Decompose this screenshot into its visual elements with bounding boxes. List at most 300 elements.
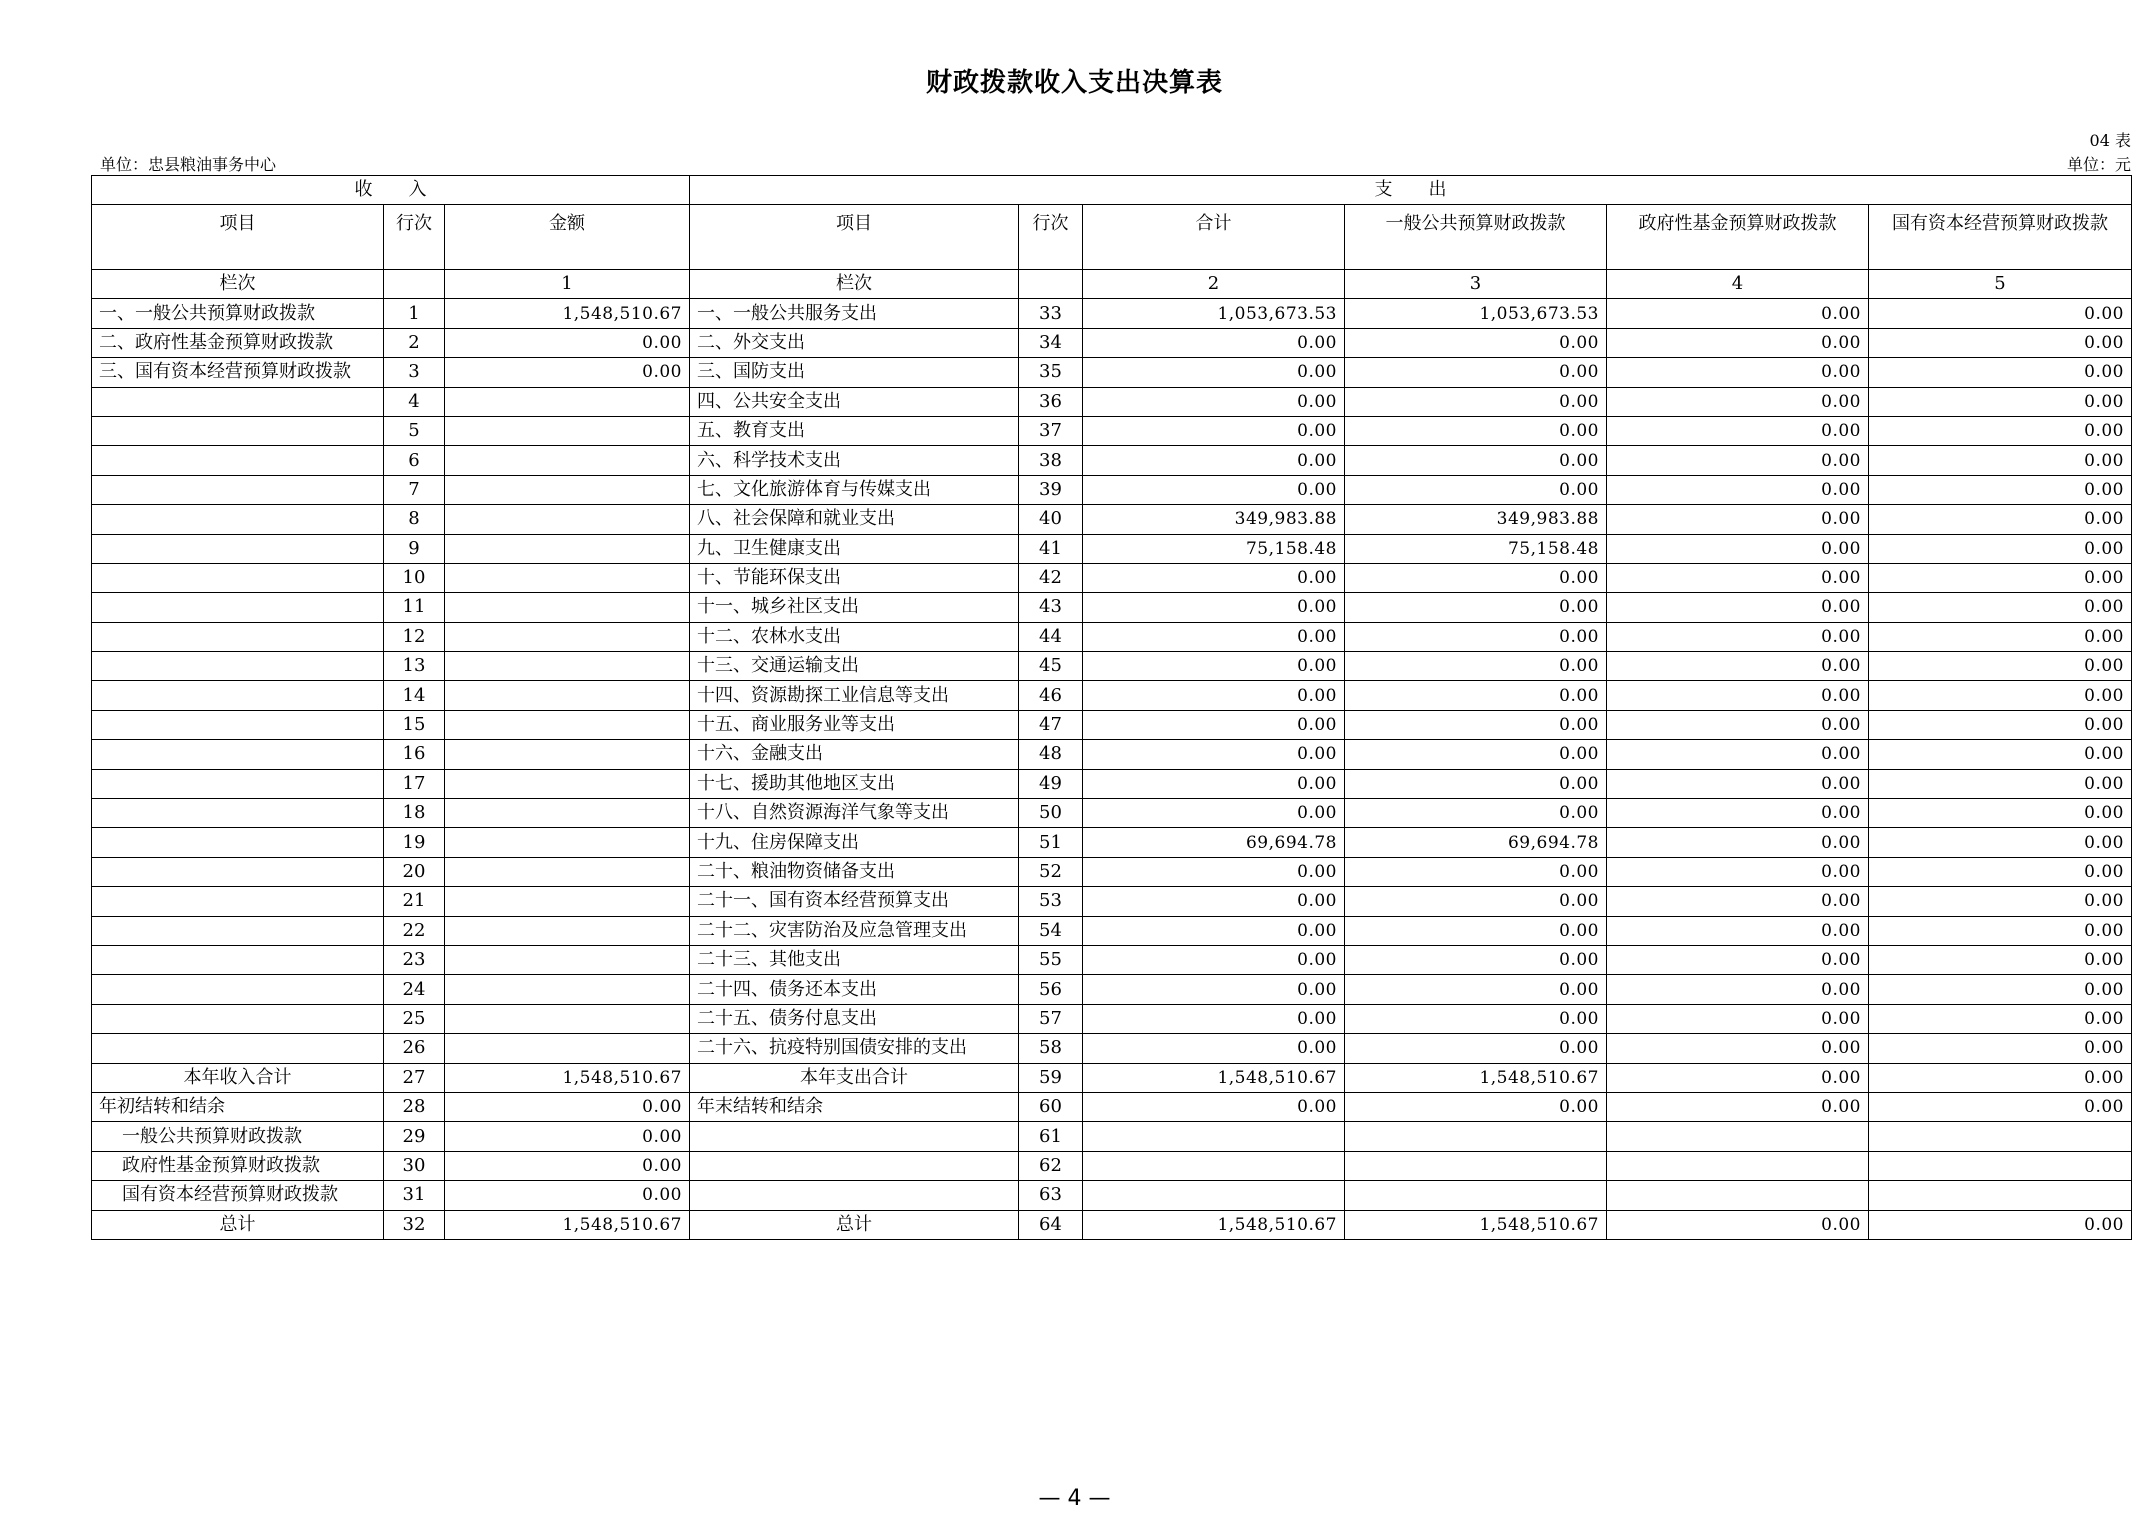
appropriation-table [91,175,2132,1240]
gov-fund-cell: 0.00 [1607,799,1869,828]
expense-line-cell: 42 [1019,563,1083,592]
general-budget-cell: 0.00 [1345,358,1607,387]
income-amount-cell: 1,548,510.67 [445,299,690,328]
income-amount-cell [445,387,690,416]
table-row [92,1151,2132,1180]
income-line-cell: 27 [384,1063,445,1092]
income-line-cell: 9 [384,534,445,563]
income-line-cell: 21 [384,887,445,916]
report-title: 财政拨款收入支出决算表 [925,68,1223,98]
expense-line-cell: 55 [1019,945,1083,974]
expense-total-cell: 0.00 [1083,652,1345,681]
gov-fund-cell: 0.00 [1607,387,1869,416]
column-index-3: 3 [1345,270,1607,299]
gov-fund-cell: 0.00 [1607,887,1869,916]
state-capital-cell: 0.00 [1869,652,2132,681]
general-budget-cell: 0.00 [1345,416,1607,445]
gov-fund-cell: 0.00 [1607,1004,1869,1033]
column-index-2: 2 [1083,270,1345,299]
general-budget-cell: 1,548,510.67 [1345,1210,1607,1239]
general-budget-cell: 0.00 [1345,387,1607,416]
income-amount-cell [445,622,690,651]
income-line-cell: 15 [384,710,445,739]
state-capital-cell: 0.00 [1869,740,2132,769]
general-budget-cell: 0.00 [1345,887,1607,916]
income-item-cell: 三、国有资本经营预算财政拨款 [92,358,384,387]
income-item-cell [92,416,384,445]
income-line-cell: 5 [384,416,445,445]
general-budget-cell: 0.00 [1345,328,1607,357]
income-amount-cell [445,1004,690,1033]
column-index-blank [1019,270,1083,299]
state-capital-cell: 0.00 [1869,916,2132,945]
expense-total-cell: 0.00 [1083,622,1345,651]
income-item-cell [92,710,384,739]
table-row [92,1034,2132,1063]
gov-fund-header: 政府性基金预算财政拨款 [1607,205,1869,270]
expense-item-cell [690,1122,1019,1151]
expense-line-cell: 60 [1019,1092,1083,1121]
state-capital-cell: 0.00 [1869,975,2132,1004]
gov-fund-cell: 0.00 [1607,416,1869,445]
income-amount-cell [445,975,690,1004]
income-line-cell: 6 [384,446,445,475]
state-capital-cell: 0.00 [1869,622,2132,651]
income-line-cell: 16 [384,740,445,769]
expense-total-cell: 0.00 [1083,328,1345,357]
state-capital-cell: 0.00 [1869,857,2132,886]
expense-item-cell: 二、外交支出 [690,328,1019,357]
expense-line-cell: 53 [1019,887,1083,916]
expense-item-cell: 六、科学技术支出 [690,446,1019,475]
table-row [92,622,2132,651]
state-capital-cell: 0.00 [1869,534,2132,563]
income-amount-cell [445,475,690,504]
income-item-cell [92,1004,384,1033]
general-budget-cell: 0.00 [1345,622,1607,651]
income-line-cell: 31 [384,1181,445,1210]
table-row [92,358,2132,387]
table-row [92,975,2132,1004]
expense-item-cell [690,1181,1019,1210]
table-row [92,387,2132,416]
income-line-cell: 28 [384,1092,445,1121]
income-item-cell [92,652,384,681]
state-capital-cell: 0.00 [1869,1092,2132,1121]
expense-item-cell: 十一、城乡社区支出 [690,593,1019,622]
state-capital-cell [1869,1122,2132,1151]
expense-total-cell [1083,1181,1345,1210]
income-line-cell: 14 [384,681,445,710]
expense-line-cell: 33 [1019,299,1083,328]
state-capital-cell: 0.00 [1869,1063,2132,1092]
expense-total-cell: 75,158.48 [1083,534,1345,563]
general-budget-cell: 0.00 [1345,710,1607,739]
column-index-4: 4 [1607,270,1869,299]
table-row [92,1181,2132,1210]
state-capital-cell: 0.00 [1869,299,2132,328]
table-row [92,328,2132,357]
income-line-cell: 29 [384,1122,445,1151]
general-budget-cell: 0.00 [1345,1092,1607,1121]
income-item-cell [92,563,384,592]
expense-item-cell: 二十五、债务付息支出 [690,1004,1019,1033]
general-budget-cell: 0.00 [1345,1004,1607,1033]
expense-line-cell: 52 [1019,857,1083,886]
income-amount-cell [445,799,690,828]
gov-fund-cell: 0.00 [1607,358,1869,387]
expense-total-cell: 0.00 [1083,710,1345,739]
general-budget-cell: 349,983.88 [1345,505,1607,534]
expense-item-cell: 十七、援助其他地区支出 [690,769,1019,798]
income-amount-header: 金额 [445,205,690,270]
income-amount-cell: 0.00 [445,358,690,387]
income-amount-cell [445,1034,690,1063]
table-row [92,857,2132,886]
income-section-header: 收 入 [92,176,690,205]
state-capital-cell: 0.00 [1869,446,2132,475]
expense-total-cell: 0.00 [1083,916,1345,945]
expense-line-cell: 57 [1019,1004,1083,1033]
general-budget-cell: 69,694.78 [1345,828,1607,857]
expense-total-cell: 69,694.78 [1083,828,1345,857]
state-capital-cell: 0.00 [1869,416,2132,445]
gov-fund-cell: 0.00 [1607,828,1869,857]
income-item-cell [92,534,384,563]
state-capital-cell: 0.00 [1869,358,2132,387]
expense-total-cell: 1,548,510.67 [1083,1210,1345,1239]
table-row [92,740,2132,769]
income-item-cell [92,887,384,916]
income-item-cell [92,681,384,710]
income-item-cell [92,769,384,798]
income-line-cell: 24 [384,975,445,1004]
expense-total-cell: 0.00 [1083,358,1345,387]
expense-line-cell: 48 [1019,740,1083,769]
income-item-cell: 本年收入合计 [92,1063,384,1092]
expense-line-cell: 47 [1019,710,1083,739]
income-line-header: 行次 [384,205,445,270]
gov-fund-cell: 0.00 [1607,710,1869,739]
income-line-cell: 4 [384,387,445,416]
gov-fund-cell: 0.00 [1607,505,1869,534]
expense-total-cell: 0.00 [1083,387,1345,416]
page-number: — 4 — [1038,1486,1111,1511]
expense-total-cell: 0.00 [1083,563,1345,592]
income-line-cell: 2 [384,328,445,357]
column-index-5: 5 [1869,270,2132,299]
expense-total-cell: 0.00 [1083,681,1345,710]
income-item-cell [92,857,384,886]
expense-total-cell: 0.00 [1083,475,1345,504]
expense-total-cell: 0.00 [1083,799,1345,828]
expense-line-cell: 61 [1019,1122,1083,1151]
income-amount-cell [445,681,690,710]
gov-fund-cell: 0.00 [1607,1034,1869,1063]
income-line-cell: 1 [384,299,445,328]
expense-line-cell: 34 [1019,328,1083,357]
income-item-cell [92,945,384,974]
expense-total-cell: 0.00 [1083,593,1345,622]
expense-total-cell: 0.00 [1083,416,1345,445]
expense-item-cell: 二十三、其他支出 [690,945,1019,974]
income-item-cell: 总计 [92,1210,384,1239]
table-row [92,916,2132,945]
income-item-cell: 国有资本经营预算财政拨款 [92,1181,384,1210]
expense-total-cell: 0.00 [1083,1092,1345,1121]
expense-item-cell: 五、教育支出 [690,416,1019,445]
table-row [92,945,2132,974]
table-row [92,416,2132,445]
table-row [92,1004,2132,1033]
gov-fund-cell: 0.00 [1607,299,1869,328]
expense-line-cell: 63 [1019,1181,1083,1210]
income-item-cell: 年初结转和结余 [92,1092,384,1121]
expense-item-cell: 十三、交通运输支出 [690,652,1019,681]
income-item-cell: 一般公共预算财政拨款 [92,1122,384,1151]
expense-total-cell: 0.00 [1083,769,1345,798]
table-row [92,710,2132,739]
expense-total-cell: 0.00 [1083,945,1345,974]
general-budget-cell: 1,053,673.53 [1345,299,1607,328]
expense-item-cell: 二十一、国有资本经营预算支出 [690,887,1019,916]
income-item-cell [92,975,384,1004]
income-item-cell: 政府性基金预算财政拨款 [92,1151,384,1180]
general-budget-cell: 75,158.48 [1345,534,1607,563]
expense-line-cell: 38 [1019,446,1083,475]
income-amount-cell: 0.00 [445,1181,690,1210]
table-number: 04 表 [2089,131,2131,150]
general-budget-cell [1345,1122,1607,1151]
state-capital-cell: 0.00 [1869,1210,2132,1239]
expense-line-cell: 39 [1019,475,1083,504]
general-budget-cell: 0.00 [1345,799,1607,828]
income-item-cell: 二、政府性基金预算财政拨款 [92,328,384,357]
income-amount-cell: 0.00 [445,1151,690,1180]
income-line-cell: 12 [384,622,445,651]
income-amount-cell: 0.00 [445,1122,690,1151]
reporting-unit: 单位：忠县粮油事务中心 [100,155,277,174]
column-index-blank [384,270,445,299]
expense-line-cell: 41 [1019,534,1083,563]
income-amount-cell: 0.00 [445,1092,690,1121]
table-row [92,475,2132,504]
income-amount-cell [445,416,690,445]
expense-item-cell: 二十六、抗疫特别国债安排的支出 [690,1034,1019,1063]
expense-item-cell: 二十二、灾害防治及应急管理支出 [690,916,1019,945]
income-line-cell: 11 [384,593,445,622]
expense-line-cell: 64 [1019,1210,1083,1239]
expense-total-cell: 1,053,673.53 [1083,299,1345,328]
general-budget-cell: 0.00 [1345,857,1607,886]
column-label-expense: 栏次 [690,270,1019,299]
table-row [92,593,2132,622]
expense-line-cell: 37 [1019,416,1083,445]
income-item-cell [92,740,384,769]
expense-item-cell: 七、文化旅游体育与传媒支出 [690,475,1019,504]
expense-line-cell: 50 [1019,799,1083,828]
table-row [92,828,2132,857]
income-amount-cell [445,945,690,974]
table-row [92,534,2132,563]
expense-total-cell: 0.00 [1083,887,1345,916]
income-amount-cell [445,446,690,475]
gov-fund-cell [1607,1122,1869,1151]
state-capital-cell [1869,1151,2132,1180]
general-budget-cell: 0.00 [1345,1034,1607,1063]
expense-line-cell: 40 [1019,505,1083,534]
expense-item-cell: 年末结转和结余 [690,1092,1019,1121]
state-capital-cell: 0.00 [1869,1034,2132,1063]
expense-line-cell: 62 [1019,1151,1083,1180]
table-row [92,652,2132,681]
state-capital-cell: 0.00 [1869,593,2132,622]
gov-fund-cell: 0.00 [1607,945,1869,974]
state-capital-cell: 0.00 [1869,563,2132,592]
expense-line-cell: 43 [1019,593,1083,622]
gov-fund-cell: 0.00 [1607,975,1869,1004]
gov-fund-cell [1607,1151,1869,1180]
income-line-cell: 18 [384,799,445,828]
income-amount-cell: 0.00 [445,328,690,357]
general-budget-cell: 0.00 [1345,945,1607,974]
income-line-cell: 30 [384,1151,445,1180]
table-row [92,799,2132,828]
expense-total-cell: 1,548,510.67 [1083,1063,1345,1092]
state-capital-cell: 0.00 [1869,710,2132,739]
expense-item-cell: 总计 [690,1210,1019,1239]
expense-line-cell: 45 [1019,652,1083,681]
income-amount-cell [445,769,690,798]
table-row [92,563,2132,592]
income-amount-cell [445,887,690,916]
expense-item-cell: 十五、商业服务业等支出 [690,710,1019,739]
income-line-cell: 32 [384,1210,445,1239]
general-budget-cell: 1,548,510.67 [1345,1063,1607,1092]
expense-total-cell: 0.00 [1083,446,1345,475]
expense-item-cell: 十二、农林水支出 [690,622,1019,651]
state-capital-cell: 0.00 [1869,475,2132,504]
income-item-cell [92,828,384,857]
general-budget-cell: 0.00 [1345,681,1607,710]
state-capital-cell: 0.00 [1869,828,2132,857]
state-capital-cell: 0.00 [1869,1004,2132,1033]
general-budget-cell: 0.00 [1345,475,1607,504]
income-line-cell: 23 [384,945,445,974]
income-line-cell: 3 [384,358,445,387]
general-budget-cell: 0.00 [1345,446,1607,475]
gov-fund-cell: 0.00 [1607,446,1869,475]
table-row [92,887,2132,916]
income-amount-cell [445,857,690,886]
income-line-cell: 10 [384,563,445,592]
expense-item-header: 项目 [690,205,1019,270]
income-amount-cell: 1,548,510.67 [445,1210,690,1239]
expense-total-cell [1083,1151,1345,1180]
table-row [92,299,2132,328]
gov-fund-cell: 0.00 [1607,534,1869,563]
income-amount-cell: 1,548,510.67 [445,1063,690,1092]
income-item-cell [92,446,384,475]
table-row [92,1210,2132,1239]
income-line-cell: 22 [384,916,445,945]
expense-line-cell: 49 [1019,769,1083,798]
income-item-cell [92,505,384,534]
gov-fund-cell: 0.00 [1607,681,1869,710]
gov-fund-cell: 0.00 [1607,593,1869,622]
general-budget-cell: 0.00 [1345,563,1607,592]
expense-line-cell: 51 [1019,828,1083,857]
general-budget-cell: 0.00 [1345,593,1607,622]
general-budget-cell: 0.00 [1345,975,1607,1004]
expense-item-cell: 四、公共安全支出 [690,387,1019,416]
expense-line-cell: 36 [1019,387,1083,416]
income-item-cell [92,622,384,651]
expense-line-cell: 35 [1019,358,1083,387]
income-line-cell: 13 [384,652,445,681]
income-item-cell [92,475,384,504]
state-capital-cell: 0.00 [1869,387,2132,416]
state-capital-cell: 0.00 [1869,799,2132,828]
income-amount-cell [445,593,690,622]
table-row [92,505,2132,534]
expense-total-cell: 0.00 [1083,1034,1345,1063]
income-line-cell: 26 [384,1034,445,1063]
income-item-cell [92,1034,384,1063]
expense-total-cell: 349,983.88 [1083,505,1345,534]
expense-line-header: 行次 [1019,205,1083,270]
income-item-cell [92,387,384,416]
income-line-cell: 8 [384,505,445,534]
income-amount-cell [445,740,690,769]
expense-item-cell: 二十四、债务还本支出 [690,975,1019,1004]
gov-fund-cell: 0.00 [1607,857,1869,886]
table-row [92,769,2132,798]
expense-item-cell: 八、社会保障和就业支出 [690,505,1019,534]
income-line-cell: 17 [384,769,445,798]
income-amount-cell [445,563,690,592]
table-row [92,1092,2132,1121]
table-row [92,1063,2132,1092]
income-line-cell: 7 [384,475,445,504]
currency-unit: 单位：元 [2066,155,2131,174]
expense-line-cell: 59 [1019,1063,1083,1092]
column-index-1: 1 [445,270,690,299]
income-line-cell: 20 [384,857,445,886]
expense-item-cell: 九、卫生健康支出 [690,534,1019,563]
general-budget-cell: 0.00 [1345,652,1607,681]
general-budget-header: 一般公共预算财政拨款 [1345,205,1607,270]
expense-item-cell: 三、国防支出 [690,358,1019,387]
expense-line-cell: 54 [1019,916,1083,945]
gov-fund-cell: 0.00 [1607,769,1869,798]
general-budget-cell [1345,1181,1607,1210]
income-amount-cell [445,534,690,563]
gov-fund-cell: 0.00 [1607,916,1869,945]
gov-fund-cell: 0.00 [1607,1092,1869,1121]
expense-item-cell: 二十、粮油物资储备支出 [690,857,1019,886]
state-capital-cell: 0.00 [1869,505,2132,534]
gov-fund-cell: 0.00 [1607,328,1869,357]
general-budget-cell: 0.00 [1345,916,1607,945]
expense-total-cell [1083,1122,1345,1151]
column-label: 栏次 [92,270,384,299]
expense-total-cell: 0.00 [1083,975,1345,1004]
income-amount-cell [445,652,690,681]
expense-line-cell: 56 [1019,975,1083,1004]
income-item-cell [92,799,384,828]
income-item-cell [92,916,384,945]
